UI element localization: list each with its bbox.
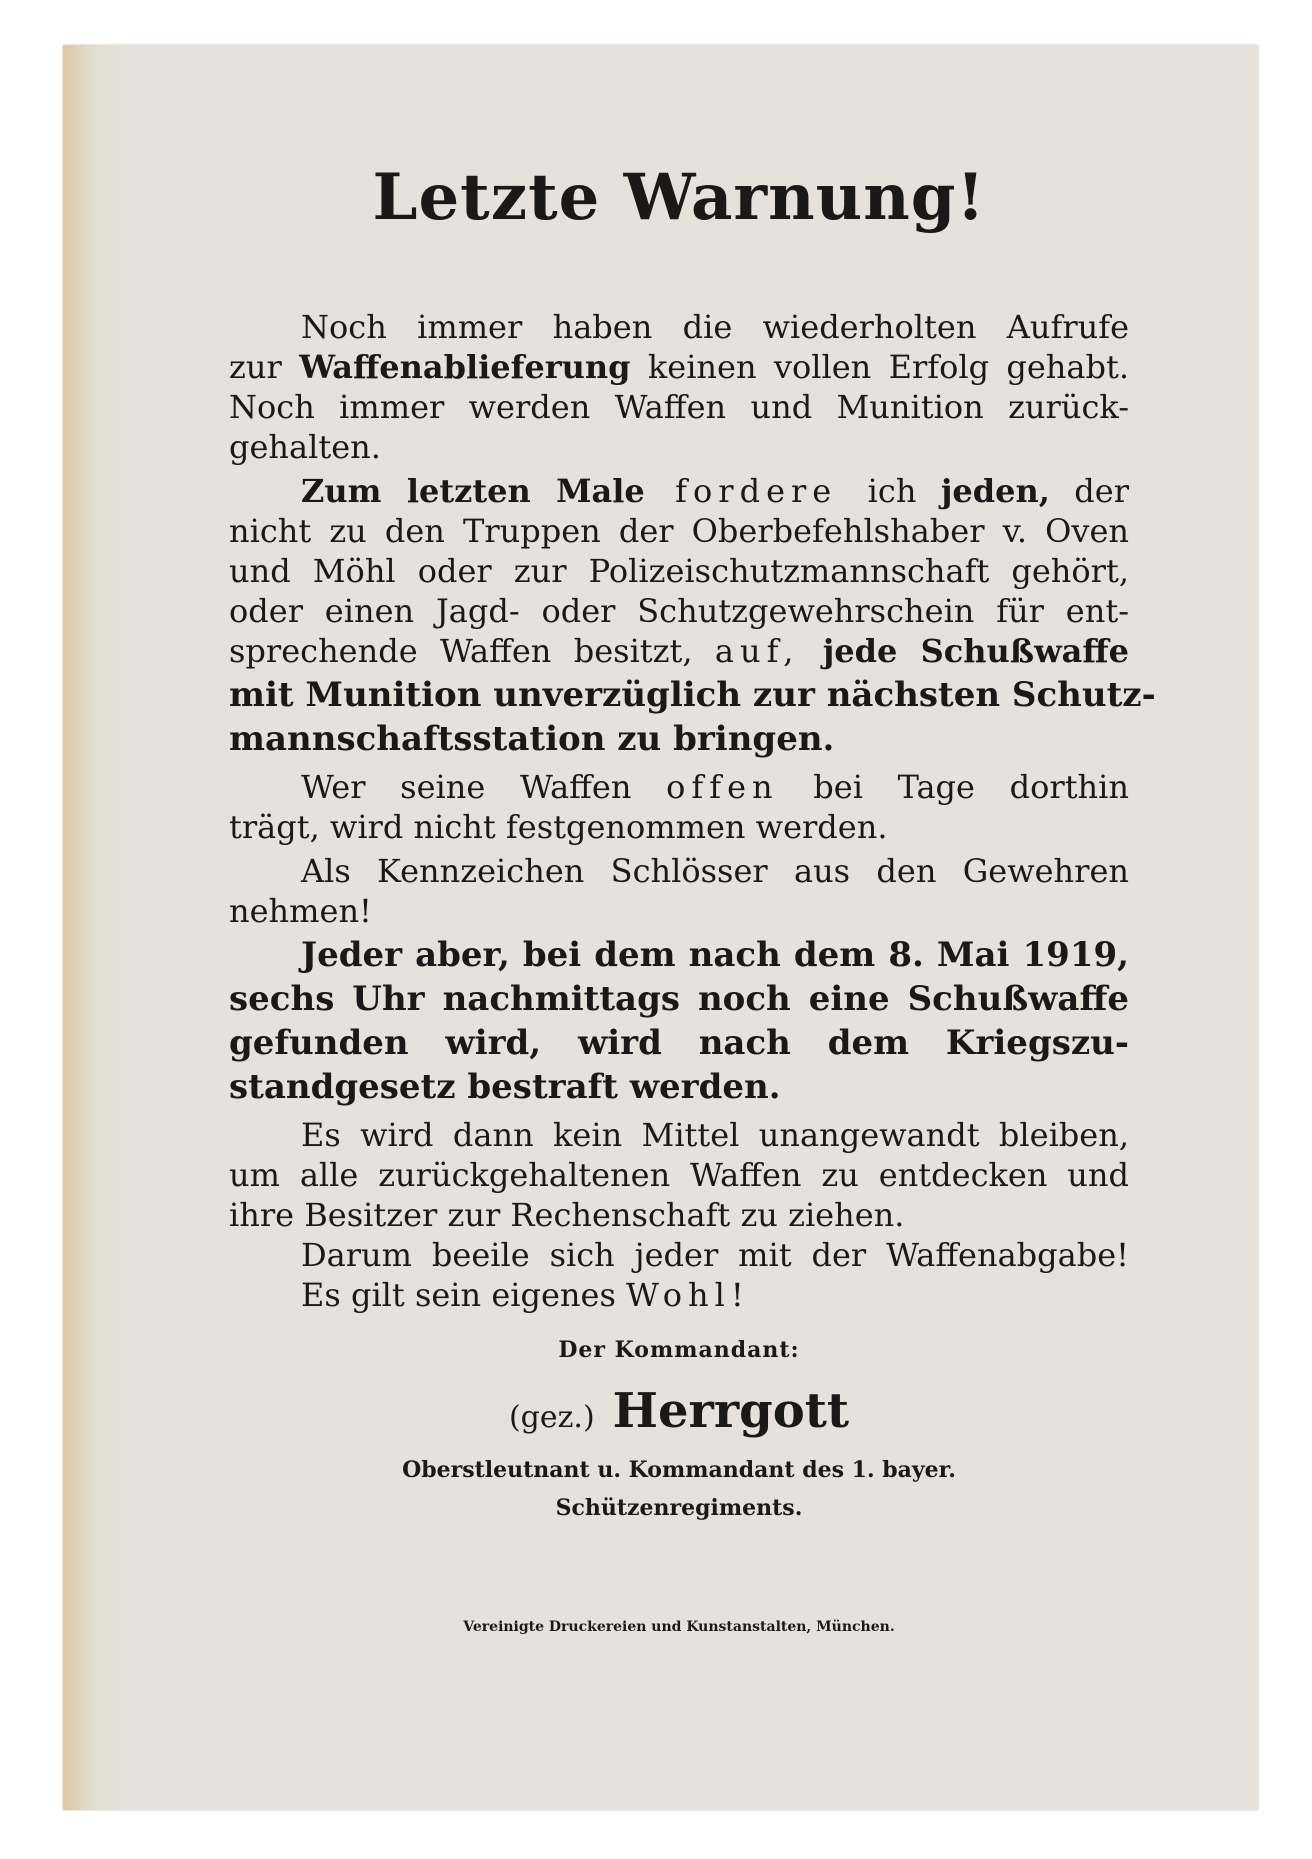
text-line: sprechende Waffen besitzt, auf, jede Schußwaffe	[229, 632, 1130, 670]
text-line: zur Waffenablieferung keinen vollen Erfolg gehabt.	[229, 348, 1130, 386]
text-line: oder einen Jagd- oder Schutzgewehrschein für ent-	[229, 592, 1129, 630]
text-line: Als Kennzeichen Schlösser aus den Gewehren	[301, 852, 1129, 890]
emphasis: Waffenablieferung	[299, 348, 631, 386]
text-line: Zum letzten Male fordere ich jeden, der	[301, 472, 1130, 510]
signature-name: (gez.) Herrgott	[508, 1383, 850, 1439]
text-line: und Möhl oder zur Polizeischutzmannschaft gehört,	[229, 552, 1129, 590]
text-line: Es wird dann kein Mittel unangewandt bleiben,	[301, 1116, 1129, 1154]
poster-sheet	[63, 45, 1258, 1810]
text-line: gehalten.	[229, 428, 381, 466]
signature-rank: Oberstleutnant u. Kommandant des 1. bayer.	[402, 1457, 956, 1483]
signature-label: Der Kommandant:	[558, 1337, 800, 1363]
text-line: Wer seine Waffen offen bei Tage dorthin	[301, 768, 1130, 806]
text-line: nehmen!	[229, 892, 372, 930]
poster-title: Letzte Warnung!	[372, 160, 986, 235]
text-line: standgesetz bestraft werden.	[229, 1067, 781, 1107]
text-line: ihre Besitzer zur Rechenschaft zu ziehen.	[229, 1196, 905, 1234]
text-line: Noch immer haben die wiederholten Aufrufe	[301, 308, 1129, 346]
text-line: nicht zu den Truppen der Oberbefehlshaber v. Oven	[229, 512, 1129, 550]
text-line: um alle zurückgehaltenen Waffen zu entdecken und	[229, 1156, 1129, 1194]
signature-unit: Schützenregiments.	[555, 1495, 803, 1521]
text-line: trägt, wird nicht festgenommen werden.	[229, 808, 888, 846]
text-line: sechs Uhr nachmittags noch eine Schußwaffe	[229, 979, 1129, 1019]
text-line: Jeder aber, bei dem nach dem 8. Mai 1919,	[301, 935, 1129, 975]
text-line: mannschaftsstation zu bringen.	[229, 719, 835, 759]
text-line: Noch immer werden Waffen und Munition zurück-	[229, 388, 1129, 426]
text-line: Darum beeile sich jeder mit der Waffenabgabe!	[301, 1236, 1129, 1274]
text-line: mit Munition unverzüglich zur nächsten Schutz-	[229, 675, 1156, 715]
text-line: gefunden wird, wird nach dem Kriegszu-	[229, 1023, 1129, 1063]
text-line: Es gilt sein eigenes Wohl!	[301, 1276, 750, 1314]
printer-imprint: Vereinigte Druckereien und Kunstanstalten, München.	[463, 1619, 895, 1635]
